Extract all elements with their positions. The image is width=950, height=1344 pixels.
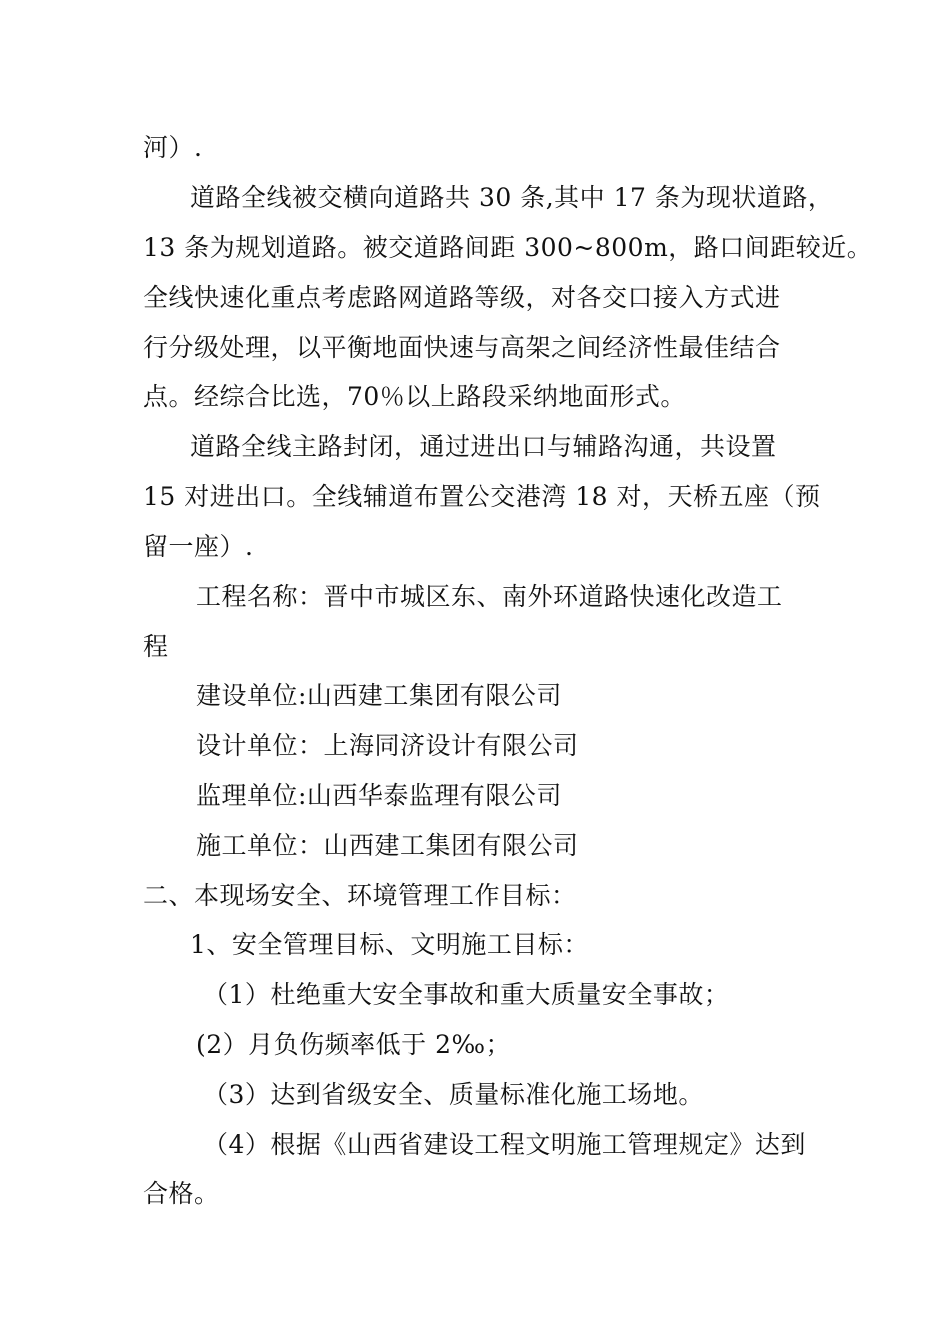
list-item: （1）杜绝重大安全事故和重大质量安全事故； [203,980,730,1009]
design-unit: 设计单位：上海同济设计有限公司 [196,731,579,760]
list-item: （3）达到省级安全、质量标准化施工场地。 [203,1080,704,1109]
project-name-continued: 程 [143,632,169,661]
list-item-continued: 合格。 [143,1179,220,1208]
section-heading: 二、本现场安全、环境管理工作目标： [143,881,577,910]
paragraph-line: 道路全线被交横向道路共 30 条,其中 17 条为现状道路， [190,183,834,212]
subsection-heading: 1、安全管理目标、文明施工目标： [190,930,589,959]
list-item: （4）根据《山西省建设工程文明施工管理规定》达到 [203,1130,806,1159]
text-line: 河）. [143,133,203,162]
paragraph-line: 留一座）. [143,532,254,561]
project-name: 工程名称：晋中市城区东、南外环道路快速化改造工 [196,582,783,611]
construction-unit: 建设单位:山西建工集团有限公司 [196,681,562,710]
paragraph-line: 行分级处理，以平衡地面快速与高架之间经济性最佳结合 [143,333,781,362]
paragraph-line: 道路全线主路封闭，通过进出口与辅路沟通，共设置 [190,432,777,461]
list-item: (2）月负伤频率低于 2‰； [196,1030,512,1059]
supervision-unit: 监理单位:山西华泰监理有限公司 [196,781,562,810]
paragraph-line: 点。经综合比选，70％以上路段采纳地面形式。 [143,382,686,411]
paragraph-line: 15 对进出口。全线辅道布置公交港湾 18 对，天桥五座（预 [143,482,821,511]
paragraph-line: 13 条为规划道路。被交道路间距 300~800m，路口间距较近。 [143,233,873,262]
paragraph-line: 全线快速化重点考虑路网道路等级，对各交口接入方式进 [143,283,781,312]
contractor-unit: 施工单位：山西建工集团有限公司 [196,831,579,860]
